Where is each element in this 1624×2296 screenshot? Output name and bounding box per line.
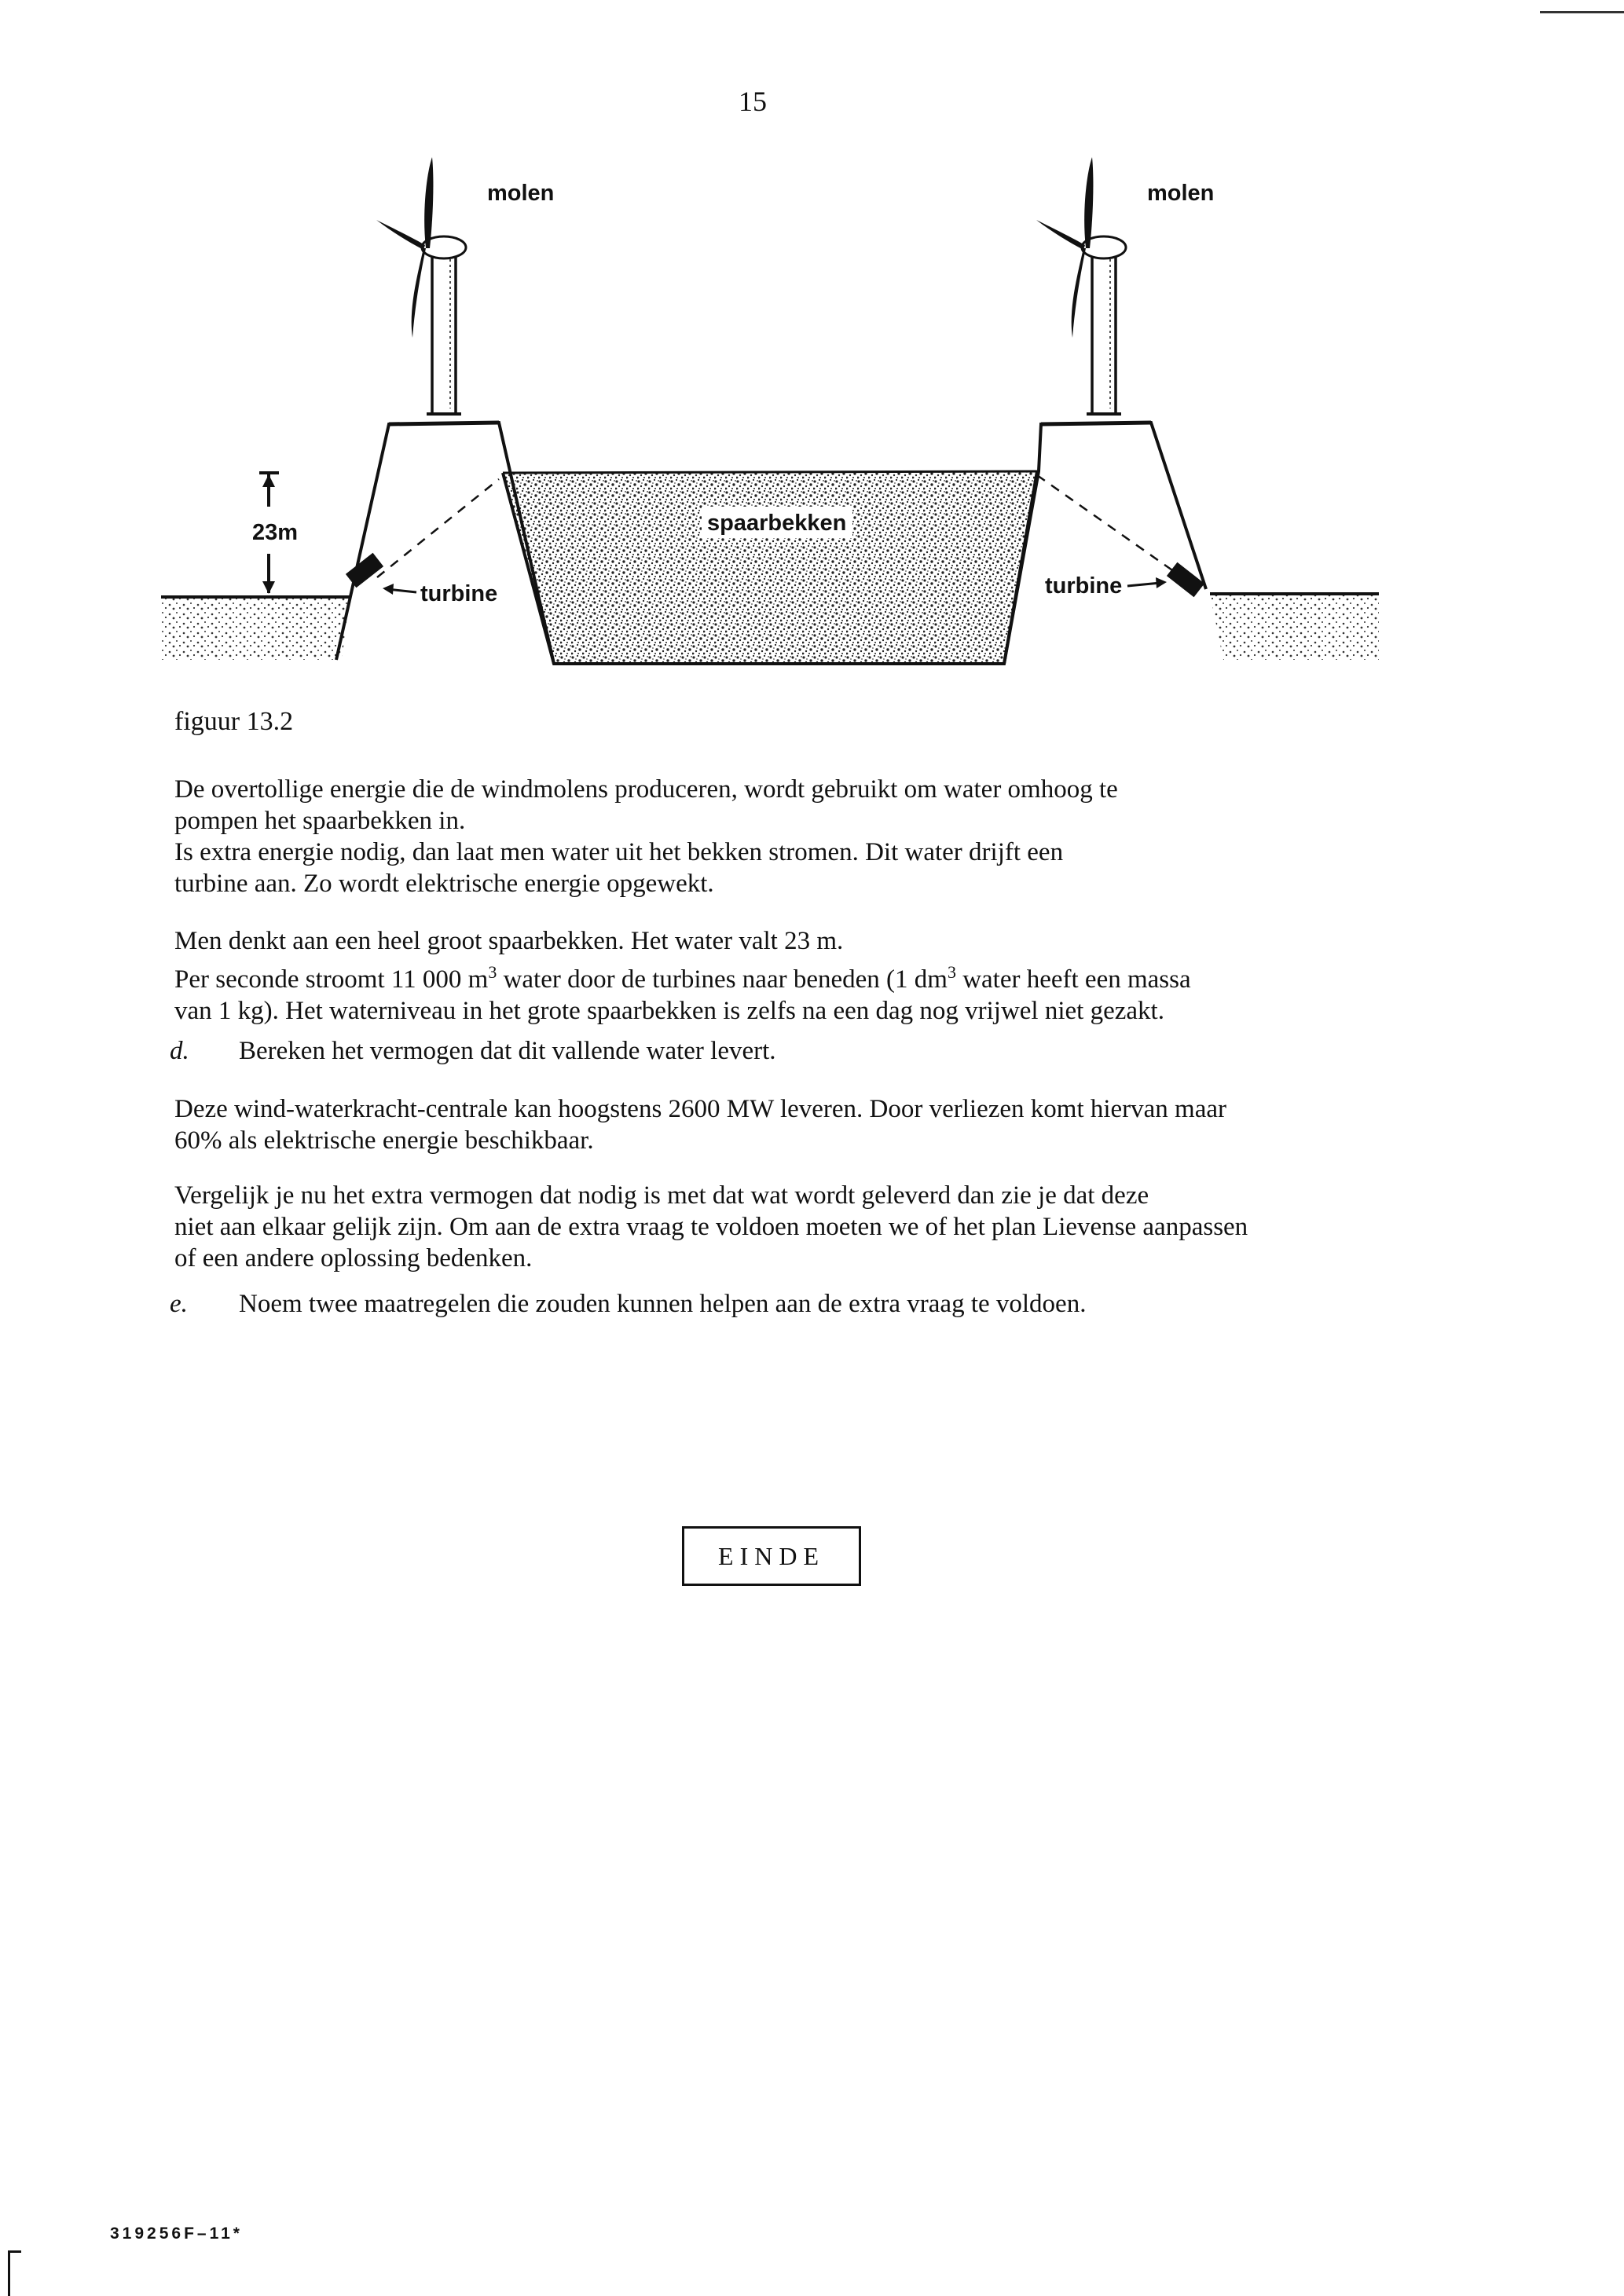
height-arrow-down-icon — [262, 581, 275, 594]
paragraph-2-line-2 — [174, 957, 1526, 995]
p2l2-sup2: 3 — [947, 962, 956, 982]
turbine-left-icon — [346, 553, 383, 588]
paragraph-1-line-1: De overtollige energie die de windmolens produceren, wordt gebruikt om water omhoog te — [174, 775, 1118, 804]
end-label: EINDE — [718, 1541, 825, 1570]
question-e-text: Noem twee maatregelen die zouden kunnen helpen aan de extra vraag te voldoen. — [239, 1290, 1087, 1318]
corner-crop-mark — [8, 2250, 21, 2296]
paragraph-4 — [174, 1180, 1526, 1274]
page-number: 15 — [739, 86, 767, 117]
turbine-right-arrow — [1127, 583, 1160, 586]
pipe-right-dashed — [1037, 475, 1182, 577]
end-box — [682, 1526, 861, 1586]
figure-13-2-diagram — [153, 149, 1395, 676]
molen-right-label: molen — [1147, 181, 1215, 206]
question-e — [170, 1288, 1521, 1320]
paragraph-1-line-3: Is extra energie nodig, dan laat men water uit het bekken stromen. Dit water drijft een — [174, 838, 1064, 866]
figure-caption: figuur 13.2 — [174, 707, 294, 736]
reservoir-surface — [503, 471, 1037, 473]
reservoir-water — [503, 471, 1037, 664]
paragraph-1-line-4: turbine aan. Zo wordt elektrische energie opgewekt. — [174, 870, 714, 898]
pipe-left-dashed — [377, 479, 499, 577]
windmill-left-blade-left — [376, 220, 425, 250]
windmill-right-blade-left — [1036, 220, 1085, 250]
height-arrow-up-icon — [262, 474, 275, 487]
paragraph-4-line-3: of een andere oplossing bedenken. — [174, 1244, 533, 1273]
dike-left-top — [389, 423, 499, 424]
ground-right — [1210, 594, 1379, 660]
windmill-right-blade-up — [1084, 157, 1093, 248]
windmill-left — [376, 157, 554, 414]
turbine-right-arrow-head-icon — [1156, 577, 1167, 588]
paragraph-3-line-1: Deze wind-waterkracht-centrale kan hoogstens 2600 MW leveren. Door verliezen komt hiervan maar — [174, 1095, 1227, 1123]
spaarbekken-label: spaarbekken — [707, 511, 847, 536]
p2l2-a: Per seconde stroomt 11 000 m — [174, 965, 489, 994]
windmill-right-blade-down — [1072, 248, 1086, 338]
p2l2-b: water door de turbines naar beneden (1 dm — [497, 965, 948, 994]
dike-right — [1004, 423, 1206, 664]
height-label: 23m — [252, 520, 299, 545]
question-e-letter: e. — [170, 1290, 188, 1318]
paragraph-2-line-1: Men denkt aan een heel groot spaarbekken. Het water valt 23 m. — [174, 927, 844, 955]
paragraph-2-line-3: van 1 kg). Het waterniveau in het grote spaarbekken is zelfs na een dag nog vrijwel niet gezakt. — [174, 997, 1164, 1025]
paragraph-4-line-2: niet aan elkaar gelijk zijn. Om aan de extra vraag te voldoen moeten we of het plan Lievense aanpassen — [174, 1213, 1248, 1241]
paragraph-3-line-2: 60% als elektrische energie beschikbaar. — [174, 1126, 594, 1155]
question-d — [170, 1035, 1521, 1067]
paragraph-3 — [174, 1093, 1526, 1156]
turbine-left-arrow-head-icon — [383, 584, 394, 595]
paragraph-1-line-2: pompen het spaarbekken in. — [174, 807, 466, 835]
dike-right-top — [1041, 423, 1151, 424]
p2l2-c: water heeft een massa — [955, 965, 1191, 994]
windmill-left-blade-up — [424, 157, 433, 248]
p2l2-sup1: 3 — [488, 962, 497, 982]
paragraph-4-line-1: Vergelijk je nu het extra vermogen dat nodig is met dat wat wordt geleverd dan zie je dat deze — [174, 1181, 1149, 1210]
footer-code: 319256F–11* — [110, 2225, 243, 2243]
paragraph-2 — [174, 925, 1526, 1027]
turbine-left-label: turbine — [420, 581, 498, 606]
windmill-left-blade-down — [412, 248, 426, 338]
ground-left — [161, 597, 350, 660]
molen-left-label: molen — [487, 181, 555, 206]
windmill-right — [1036, 157, 1214, 414]
turbine-right-label: turbine — [1045, 573, 1123, 599]
question-d-letter: d. — [170, 1037, 189, 1065]
top-edge-rule — [1540, 11, 1624, 13]
paragraph-1 — [174, 774, 1526, 899]
question-d-text: Bereken het vermogen dat dit vallende water levert. — [239, 1037, 776, 1065]
